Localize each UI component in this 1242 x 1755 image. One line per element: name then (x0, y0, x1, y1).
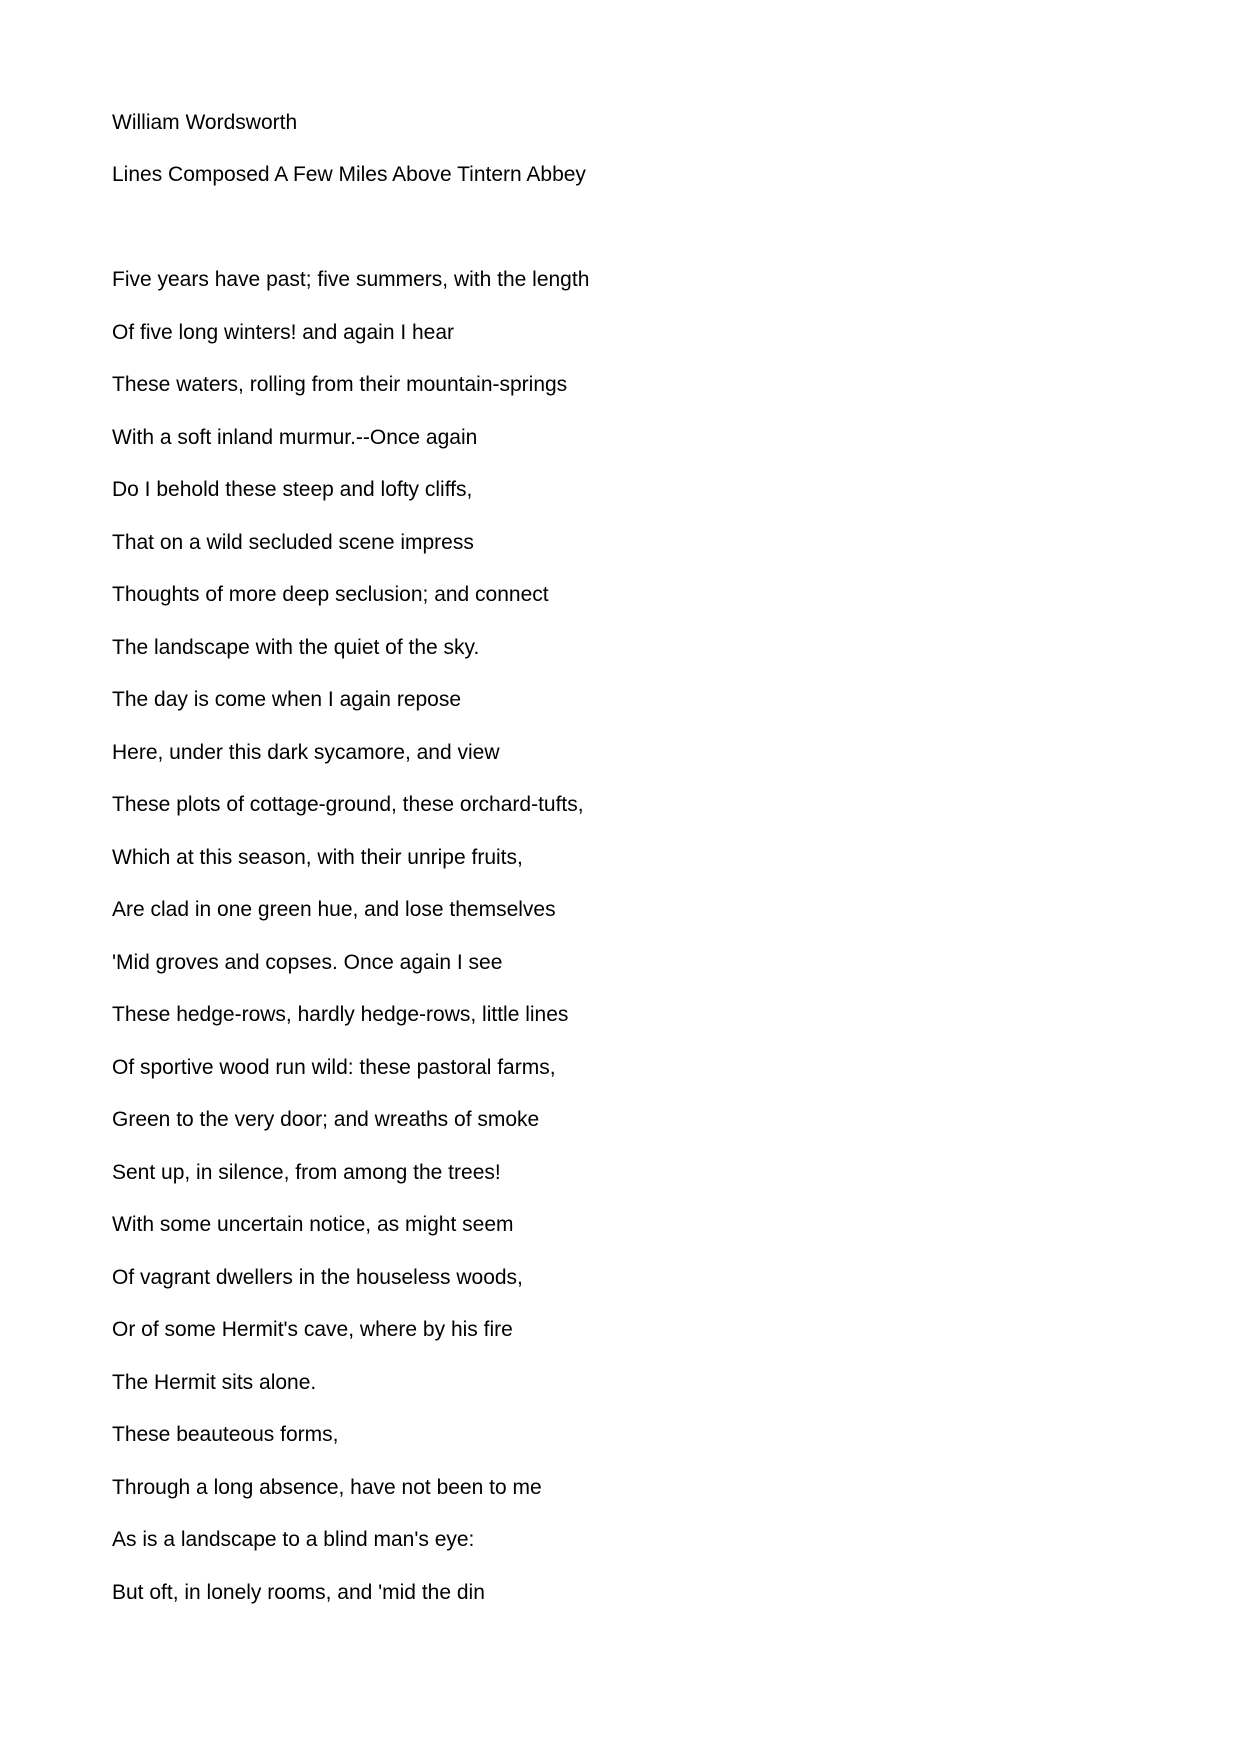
poem-line: With a soft inland murmur.--Once again (112, 425, 478, 449)
poem-line: These waters, rolling from their mountain-springs (112, 373, 568, 396)
poem-line: Of sportive wood run wild: these pastoral farms, (112, 1055, 556, 1079)
poem-line: These plots of cottage-ground, these orchard-tufts, (112, 793, 584, 816)
poem-line: As is a landscape to a blind man's eye: (112, 1528, 475, 1551)
poem-line: With some uncertain notice, as might seem (112, 1213, 514, 1236)
poem-line: The day is come when I again repose (112, 688, 462, 711)
poem-line: Sent up, in silence, from among the trees! (112, 1160, 501, 1184)
poem-line: The landscape with the quiet of the sky. (112, 635, 480, 659)
poem-line: That on a wild secluded scene impress (112, 530, 474, 554)
poem-body (112, 267, 589, 1632)
poem-line: Do I behold these steep and lofty cliffs, (112, 478, 473, 501)
poem-line: Or of some Hermit's cave, where by his fire (112, 1318, 513, 1341)
document-header (112, 110, 586, 188)
poem-line: These hedge-rows, hardly hedge-rows, little lines (112, 1003, 569, 1026)
poem-line: Which at this season, with their unripe fruits, (112, 845, 523, 869)
poem-line: Five years have past; five summers, with the length (112, 268, 590, 291)
author-name: William Wordsworth (112, 111, 298, 134)
poem-line: Of five long winters! and again I hear (112, 320, 455, 344)
poem-line: 'Mid groves and copses. Once again I see (112, 950, 503, 974)
poem-line: Green to the very door; and wreaths of smoke (112, 1108, 540, 1131)
poem-title: Lines Composed A Few Miles Above Tintern Abbey (112, 163, 586, 186)
poem-line: These beauteous forms, (112, 1423, 339, 1446)
poem-line: Thoughts of more deep seclusion; and connect (112, 583, 549, 606)
poem-line: Through a long absence, have not been to me (112, 1475, 542, 1499)
poem-line: The Hermit sits alone. (112, 1370, 317, 1394)
poem-line: But oft, in lonely rooms, and 'mid the din (112, 1580, 485, 1604)
poem-line: Of vagrant dwellers in the houseless woods, (112, 1265, 523, 1289)
poem-line: Are clad in one green hue, and lose themselves (112, 898, 556, 921)
poem-line: Here, under this dark sycamore, and view (112, 740, 500, 764)
